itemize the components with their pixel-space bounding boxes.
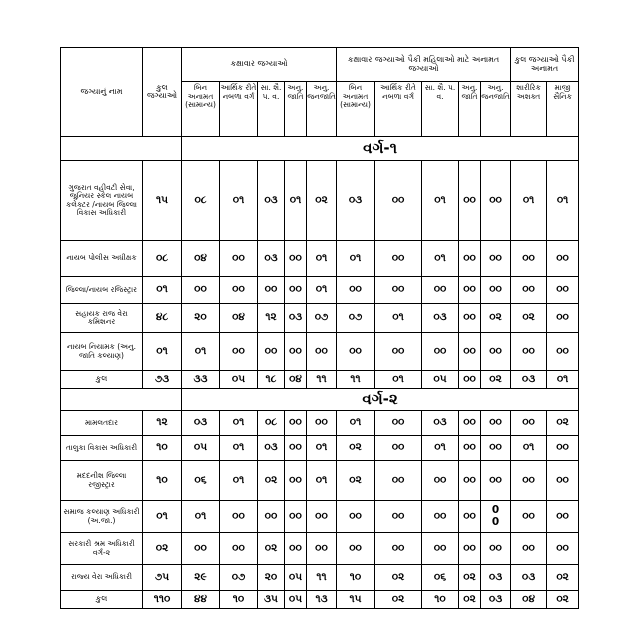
value-cell: ૦૦ (459, 533, 481, 565)
value-cell: ૦૦ (285, 436, 307, 461)
value-cell: ૦૦ (375, 501, 422, 533)
value-cell: ૦૦ (511, 533, 547, 565)
subheader-cell: સા. શૈ. પ. વ. (258, 82, 285, 137)
value-cell: ૦૧ (375, 304, 422, 333)
value-cell: ૦૧ (182, 501, 220, 533)
section-filler (61, 389, 182, 411)
value-cell: ૦૦ (258, 501, 285, 533)
value-cell: ૦૦ (547, 501, 579, 533)
value-cell: ૦૧ (511, 161, 547, 241)
total-row (61, 371, 579, 389)
subheader-cell: અનુ. જનજાતિ (307, 82, 337, 137)
value-cell: ૦૦ (511, 277, 547, 304)
value-cell: ૦૦ (481, 461, 511, 501)
post-name: મદદનીશ જિલ્લા રજીસ્ટ્રાર (61, 461, 143, 501)
value-cell: ૦૦ (422, 277, 459, 304)
value-cell: ૦૦ (220, 533, 258, 565)
header-total-reserved: કુલ જગ્યાઓ પૈકી અનામત (511, 48, 579, 82)
value-cell: ૦૧ (307, 241, 337, 277)
total-value-cell: ૦૪ (511, 591, 547, 609)
total-value-cell: ૭૩ (143, 371, 182, 389)
value-cell: ૦૦ (285, 241, 307, 277)
section-title: વર્ગ-૧ (182, 137, 579, 161)
value-cell: ૦૦ (285, 533, 307, 565)
total-value-cell: ૧૩ (307, 591, 337, 609)
value-cell: ૦૦ (511, 241, 547, 277)
value-cell: ૦૧ (220, 436, 258, 461)
total-value-cell: ૧૦ (422, 591, 459, 609)
total-label: કુલ (61, 591, 143, 609)
subheader-cell: બિન અનામત (સામાન્ય) (182, 82, 220, 137)
value-cell: ૦૧ (511, 436, 547, 461)
value-cell: ૦૦ (375, 277, 422, 304)
subheader-cell: અનુ. જાતિ (285, 82, 307, 137)
value-cell: ૦૦ (481, 241, 511, 277)
post-name: જિલ્લા/નાયબ રજિસ્ટ્રાર (61, 277, 143, 304)
value-cell: ૦૭ (337, 304, 375, 333)
total-row (61, 591, 579, 609)
total-value-cell: ૦૫ (285, 591, 307, 609)
value-cell: ૧૦ (337, 565, 375, 591)
value-cell: ૦૦ (459, 304, 481, 333)
value-cell: ૦૩ (422, 411, 459, 436)
value-cell: ૦૦ (481, 436, 511, 461)
value-cell: ૨૦ (258, 565, 285, 591)
total-value-cell: ૦૨ (481, 371, 511, 389)
value-cell: ૦૦ (511, 461, 547, 501)
header-total-posts: કુલ જગ્યાઓ (143, 48, 182, 137)
value-cell: ૦૩ (481, 565, 511, 591)
value-cell: ૦૧ (220, 411, 258, 436)
value-cell: ૧૨ (143, 411, 182, 436)
value-cell: ૦૩ (258, 241, 285, 277)
value-cell: ૦૧ (307, 436, 337, 461)
section-row (61, 389, 579, 411)
value-cell: ૦૦ (258, 277, 285, 304)
value-cell: ૦૦ (422, 533, 459, 565)
value-cell: 0 0 (481, 501, 511, 533)
total-value-cell: ૧૮ (258, 371, 285, 389)
total-value-cell: ૦૧ (547, 371, 579, 389)
table-row (61, 461, 579, 501)
value-cell: ૦૦ (547, 304, 579, 333)
subheader-cell: શારીરિક અશક્ત (511, 82, 547, 137)
value-cell: ૦૧ (422, 436, 459, 461)
value-cell: ૦૦ (220, 333, 258, 371)
value-cell: ૦૮ (143, 241, 182, 277)
value-cell: ૦૪ (220, 304, 258, 333)
value-cell: ૧૦ (143, 436, 182, 461)
value-cell: ૦૦ (459, 436, 481, 461)
value-cell: ૦૨ (459, 565, 481, 591)
value-cell: ૦૫ (182, 436, 220, 461)
value-cell: ૦૦ (285, 277, 307, 304)
post-name: સમાજ કલ્યાણ અધિકારી (અ.જા.) (61, 501, 143, 533)
value-cell: ૦૦ (285, 461, 307, 501)
value-cell: ૭૫ (143, 565, 182, 591)
value-cell: ૦૧ (182, 333, 220, 371)
value-cell: ૦૦ (337, 333, 375, 371)
value-cell: ૦૦ (307, 533, 337, 565)
value-cell: ૦૨ (258, 533, 285, 565)
value-cell: ૦૧ (422, 161, 459, 241)
value-cell: ૦૧ (220, 161, 258, 241)
value-cell: ૦૨ (143, 533, 182, 565)
value-cell: ૦૮ (258, 411, 285, 436)
value-cell: ૨૦ (182, 304, 220, 333)
total-value-cell: ૦૪ (285, 371, 307, 389)
value-cell: ૦૩ (258, 436, 285, 461)
total-value-cell: ૦૧ (375, 371, 422, 389)
table-row (61, 304, 579, 333)
total-value-cell: ૩૩ (182, 371, 220, 389)
subheader-cell: બિન અનામત (સામાન્ય) (337, 82, 375, 137)
value-cell: ૦૦ (375, 411, 422, 436)
value-cell: ૦૬ (182, 461, 220, 501)
value-cell: ૦૦ (511, 411, 547, 436)
value-cell: ૦૩ (422, 304, 459, 333)
value-cell: ૦૩ (182, 411, 220, 436)
total-value-cell: ૧૫ (337, 591, 375, 609)
value-cell: ૦૦ (375, 461, 422, 501)
value-cell: ૦૦ (337, 533, 375, 565)
table-row (61, 241, 579, 277)
value-cell: ૦૪ (182, 241, 220, 277)
subheader-cell: આર્થિક રીતે નબળા વર્ગ (220, 82, 258, 137)
value-cell: ૦૫ (285, 565, 307, 591)
header-women-reserved: કક્ષાવાર જગ્યાઓ પૈકી મહિલાઓ માટે અનામત જગ્યાઓ (337, 48, 511, 82)
value-cell: ૦૦ (511, 333, 547, 371)
value-cell: ૦૦ (547, 533, 579, 565)
post-name: નાયબ નિયામક (અનુ. જાતિ કલ્યાણ) (61, 333, 143, 371)
value-cell: ૦૧ (547, 161, 579, 241)
value-cell: ૦૦ (481, 411, 511, 436)
value-cell: ૦૧ (337, 241, 375, 277)
value-cell: ૦૦ (422, 501, 459, 533)
total-value-cell: ૦૩ (481, 591, 511, 609)
value-cell: ૦૩ (511, 565, 547, 591)
value-cell: ૦૦ (182, 277, 220, 304)
value-cell: ૦૦ (375, 533, 422, 565)
total-value-cell: ૦૩ (511, 371, 547, 389)
value-cell: ૦૧ (337, 411, 375, 436)
value-cell: ૧૫ (143, 161, 182, 241)
value-cell: ૦૦ (481, 277, 511, 304)
value-cell: ૦૦ (481, 161, 511, 241)
value-cell: ૦૭ (220, 565, 258, 591)
recruitment-table (60, 47, 579, 609)
total-value-cell: ૧૧ (337, 371, 375, 389)
table-row (61, 277, 579, 304)
section-row (61, 137, 579, 161)
table-row (61, 411, 579, 436)
value-cell: ૦૦ (547, 461, 579, 501)
value-cell: ૦૩ (258, 161, 285, 241)
value-cell: ૦૮ (182, 161, 220, 241)
total-value-cell: ૦૫ (422, 371, 459, 389)
table-row (61, 161, 579, 241)
value-cell: ૦૦ (481, 333, 511, 371)
value-cell: ૦૦ (547, 436, 579, 461)
total-value-cell: ૧૦ (220, 591, 258, 609)
value-cell: ૦૩ (285, 304, 307, 333)
value-cell: ૦૦ (459, 161, 481, 241)
subheader-cell: અનુ. જાતિ (459, 82, 481, 137)
value-cell: ૦૦ (459, 411, 481, 436)
value-cell: ૦૦ (459, 277, 481, 304)
value-cell: ૧૨ (258, 304, 285, 333)
value-cell: ૦૦ (337, 501, 375, 533)
post-name: મામલતદાર (61, 411, 143, 436)
value-cell: ૦૦ (220, 241, 258, 277)
value-cell: ૦૦ (375, 161, 422, 241)
value-cell: ૦૦ (375, 333, 422, 371)
value-cell: ૦૦ (422, 461, 459, 501)
value-cell: ૦૧ (143, 277, 182, 304)
value-cell: ૦૧ (220, 461, 258, 501)
value-cell: ૦૨ (337, 436, 375, 461)
total-value-cell: ૪૪ (182, 591, 220, 609)
value-cell: ૦૧ (143, 501, 182, 533)
table-row (61, 533, 579, 565)
value-cell: ૦૨ (375, 565, 422, 591)
value-cell: ૦૦ (307, 411, 337, 436)
value-cell: ૦૦ (459, 461, 481, 501)
header-category-posts: કક્ષાવાર જગ્યાઓ (182, 48, 337, 82)
subheader-cell: માજી સૈનિક (547, 82, 579, 137)
value-cell: ૦૦ (258, 333, 285, 371)
total-label: કુલ (61, 371, 143, 389)
value-cell: ૦૦ (285, 333, 307, 371)
value-cell: ૦૨ (547, 411, 579, 436)
value-cell: ૦૨ (337, 461, 375, 501)
value-cell: ૦૦ (481, 533, 511, 565)
value-cell: ૧૧ (307, 565, 337, 591)
value-cell: ૦૨ (258, 461, 285, 501)
value-cell: ૦૨ (547, 565, 579, 591)
value-cell: ૦૦ (547, 241, 579, 277)
table-row (61, 501, 579, 533)
section-filler (61, 137, 182, 161)
value-cell: ૪૮ (143, 304, 182, 333)
total-value-cell: ૦૨ (459, 591, 481, 609)
value-cell: ૦૦ (459, 501, 481, 533)
value-cell: ૦૦ (337, 277, 375, 304)
value-cell: ૦૧ (422, 241, 459, 277)
post-name: નાયબ પોલીસ અધીક્ષક (61, 241, 143, 277)
total-value-cell: ૦૫ (220, 371, 258, 389)
value-cell: ૦૦ (375, 241, 422, 277)
value-cell: ૦૭ (307, 304, 337, 333)
value-cell: ૦૬ (422, 565, 459, 591)
value-cell: ૦૦ (307, 501, 337, 533)
value-cell: ૦૦ (285, 501, 307, 533)
value-cell: ૦૨ (307, 161, 337, 241)
value-cell: ૦૦ (511, 501, 547, 533)
header-post-name: જગ્યાનું નામ (61, 48, 143, 137)
post-name: સહાયક રાજ વેરા કમિશનર (61, 304, 143, 333)
table-row (61, 436, 579, 461)
table-row (61, 333, 579, 371)
value-cell: ૦૧ (143, 333, 182, 371)
subheader-cell: આર્થિક રીતે નબળા વર્ગ (375, 82, 422, 137)
total-value-cell: ૧૧૦ (143, 591, 182, 609)
post-name: ગુજરાત વહીવટી સેવા, જુનિયર સ્કેલ નાયબ કલેક્ટર /નાયબ જિલ્લા વિકાસ અધિકારી (61, 161, 143, 241)
value-cell: ૦૦ (459, 333, 481, 371)
value-cell: ૦૧ (307, 277, 337, 304)
post-name: સરકારી શ્રમ અધિકારી વર્ગ-૨ (61, 533, 143, 565)
total-value-cell: ૧૧ (307, 371, 337, 389)
section-title: વર્ગ-૨ (182, 389, 579, 411)
total-value-cell: ૦૦ (459, 371, 481, 389)
value-cell: ૦૦ (285, 411, 307, 436)
value-cell: ૦૨ (511, 304, 547, 333)
post-name: રાજ્ય વેરા અધિકારી (61, 565, 143, 591)
value-cell: ૦૧ (285, 161, 307, 241)
subheader-cell: અનુ. જનજાતિ (481, 82, 511, 137)
value-cell: ૦૦ (307, 333, 337, 371)
post-name: તાલુકા વિકાસ અધિકારી (61, 436, 143, 461)
value-cell: ૦૦ (547, 277, 579, 304)
value-cell: ૦૦ (547, 333, 579, 371)
value-cell: ૦૨ (481, 304, 511, 333)
value-cell: ૦૦ (220, 501, 258, 533)
value-cell: ૨૯ (182, 565, 220, 591)
total-value-cell: ૦૨ (547, 591, 579, 609)
value-cell: ૦૦ (459, 241, 481, 277)
value-cell: ૦૦ (422, 333, 459, 371)
value-cell: ૦૩ (337, 161, 375, 241)
table-row (61, 565, 579, 591)
value-cell: ૦૦ (220, 277, 258, 304)
value-cell: ૦૧ (307, 461, 337, 501)
value-cell: ૦૦ (182, 533, 220, 565)
value-cell: ૦૦ (375, 436, 422, 461)
subheader-cell: સા. શૈ. પ. વ. (422, 82, 459, 137)
total-value-cell: ૦૨ (375, 591, 422, 609)
total-value-cell: ૩૫ (258, 591, 285, 609)
value-cell: ૧૦ (143, 461, 182, 501)
